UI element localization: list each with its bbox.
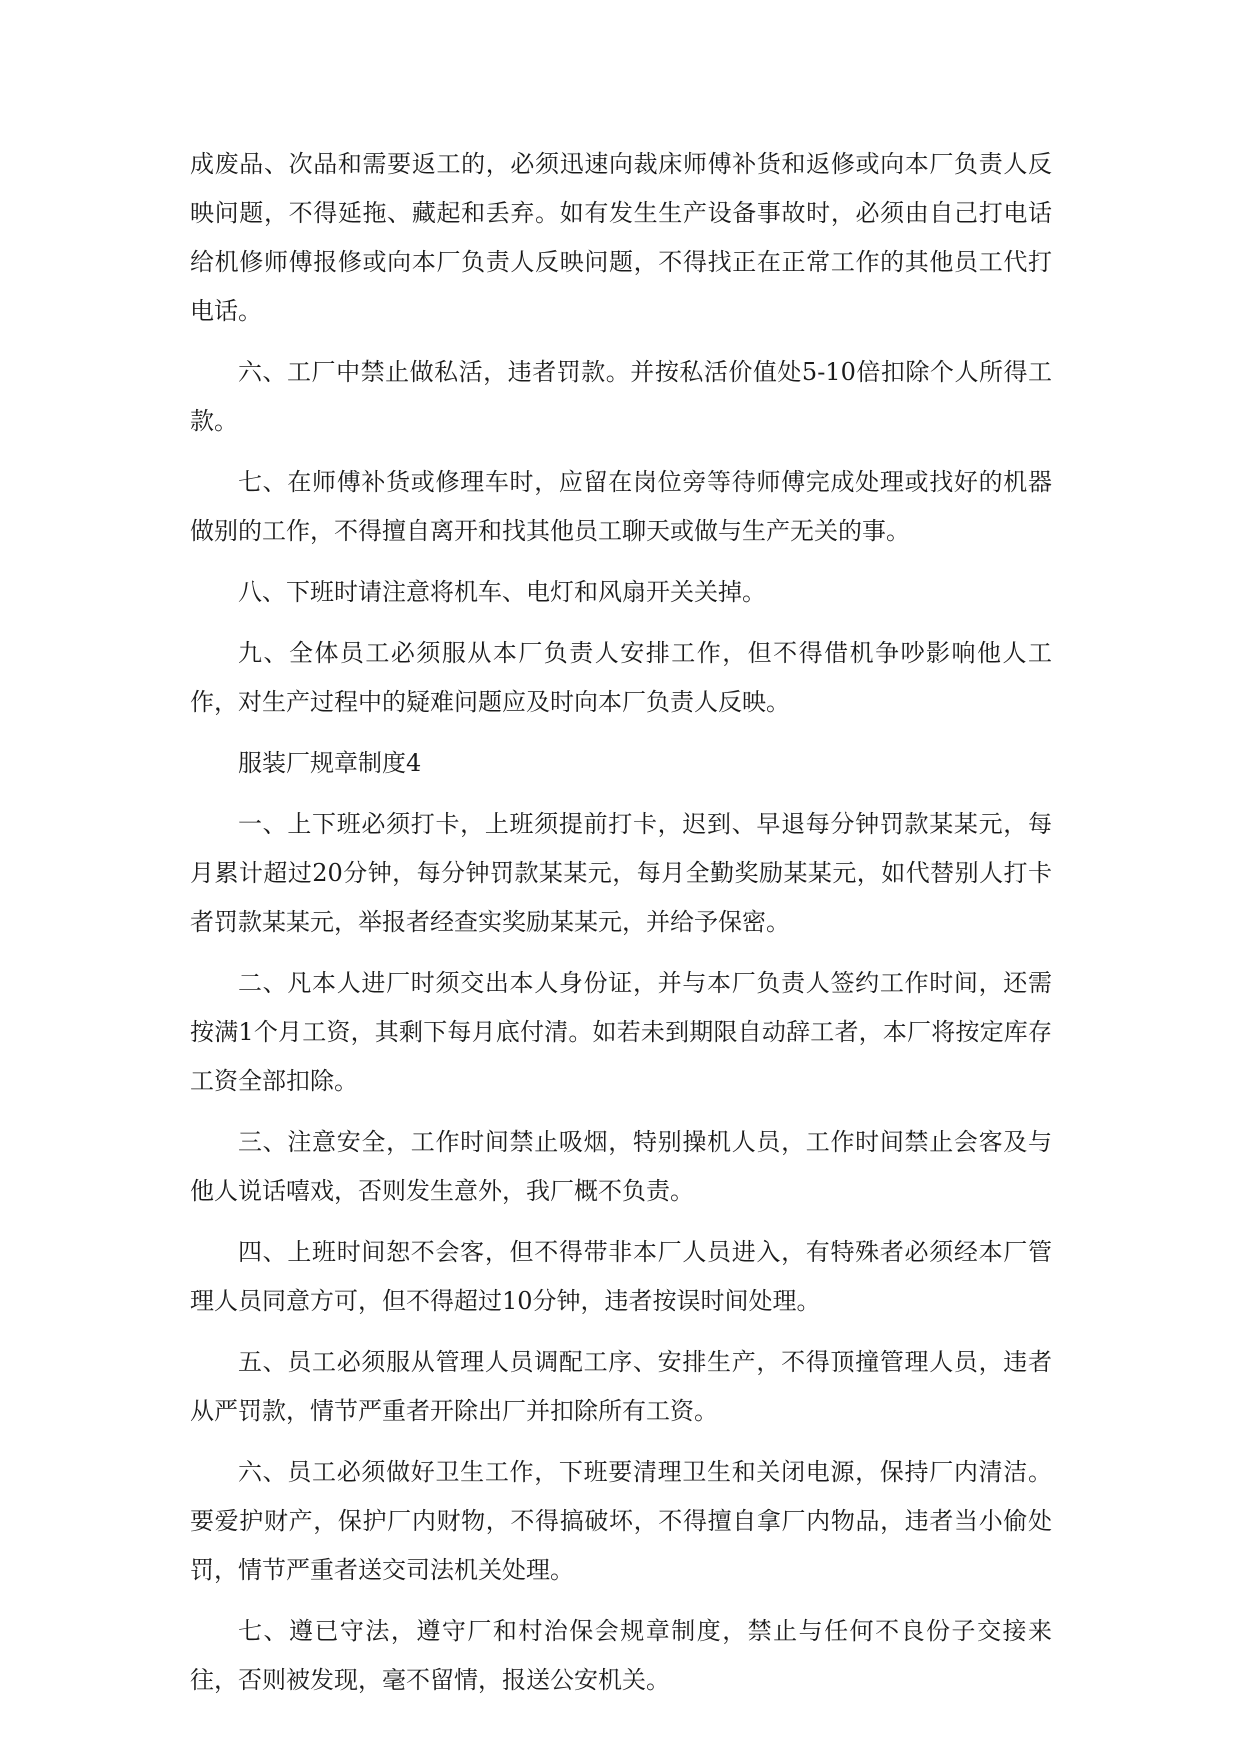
paragraph-rule-8: 八、下班时请注意将机车、电灯和风扇开关关掉。 bbox=[238, 578, 766, 606]
document-page bbox=[190, 140, 1052, 1717]
paragraph-s4-rule-3: 三、注意安全，工作时间禁止吸烟，特别操机人员，工作时间禁止会客及与他人说话嘻戏，否则发生意外，我厂概不负责。 bbox=[190, 1128, 1052, 1205]
paragraph-continuation: 成废品、次品和需要返工的，必须迅速向裁床师傅补货和返修或向本厂负责人反映问题，不得延拖、藏起和丢弃。如有发生生产设备事故时，必须由自己打电话给机修师傅报修或向本厂负责人反映问题，不得找正在正常工作的其他员工代打电话。 bbox=[190, 150, 1052, 325]
paragraph-s4-rule-6: 六、员工必须做好卫生工作，下班要清理卫生和关闭电源，保持厂内清洁。要爱护财产，保护厂内财物，不得搞破坏，不得擅自拿厂内物品，违者当小偷处罚，情节严重者送交司法机关处理。 bbox=[190, 1458, 1052, 1584]
paragraph-s4-rule-7: 七、遵已守法，遵守厂和村治保会规章制度，禁止与任何不良份子交接来往，否则被发现，毫不留情，报送公安机关。 bbox=[190, 1617, 1052, 1694]
paragraph-s4-rule-1: 一、上下班必须打卡，上班须提前打卡，迟到、早退每分钟罚款某某元，每月累计超过20分钟，每分钟罚款某某元，每月全勤奖励某某元，如代替别人打卡者罚款某某元，举报者经查实奖励某某元，并给予保密。 bbox=[190, 810, 1052, 936]
paragraph-s4-rule-5: 五、员工必须服从管理人员调配工序、安排生产，不得顶撞管理人员，违者从严罚款，情节严重者开除出厂并扣除所有工资。 bbox=[190, 1348, 1052, 1425]
paragraph-s4-rule-4: 四、上班时间恕不会客，但不得带非本厂人员进入，有特殊者必须经本厂管理人员同意方可，但不得超过10分钟，违者按误时间处理。 bbox=[190, 1238, 1052, 1315]
paragraph-rule-6: 六、工厂中禁止做私活，违者罚款。并按私活价值处5-10倍扣除个人所得工款。 bbox=[190, 358, 1052, 435]
section-heading: 服装厂规章制度4 bbox=[238, 749, 422, 777]
paragraph-rule-7: 七、在师傅补货或修理车时，应留在岗位旁等待师傅完成处理或找好的机器做别的工作，不得擅自离开和找其他员工聊天或做与生产无关的事。 bbox=[190, 468, 1052, 545]
paragraph-rule-9: 九、全体员工必须服从本厂负责人安排工作，但不得借机争吵影响他人工作，对生产过程中的疑难问题应及时向本厂负责人反映。 bbox=[190, 639, 1052, 716]
paragraph-s4-rule-2: 二、凡本人进厂时须交出本人身份证，并与本厂负责人签约工作时间，还需按满1个月工资，其剩下每月底付清。如若未到期限自动辞工者，本厂将按定库存工资全部扣除。 bbox=[190, 969, 1052, 1095]
